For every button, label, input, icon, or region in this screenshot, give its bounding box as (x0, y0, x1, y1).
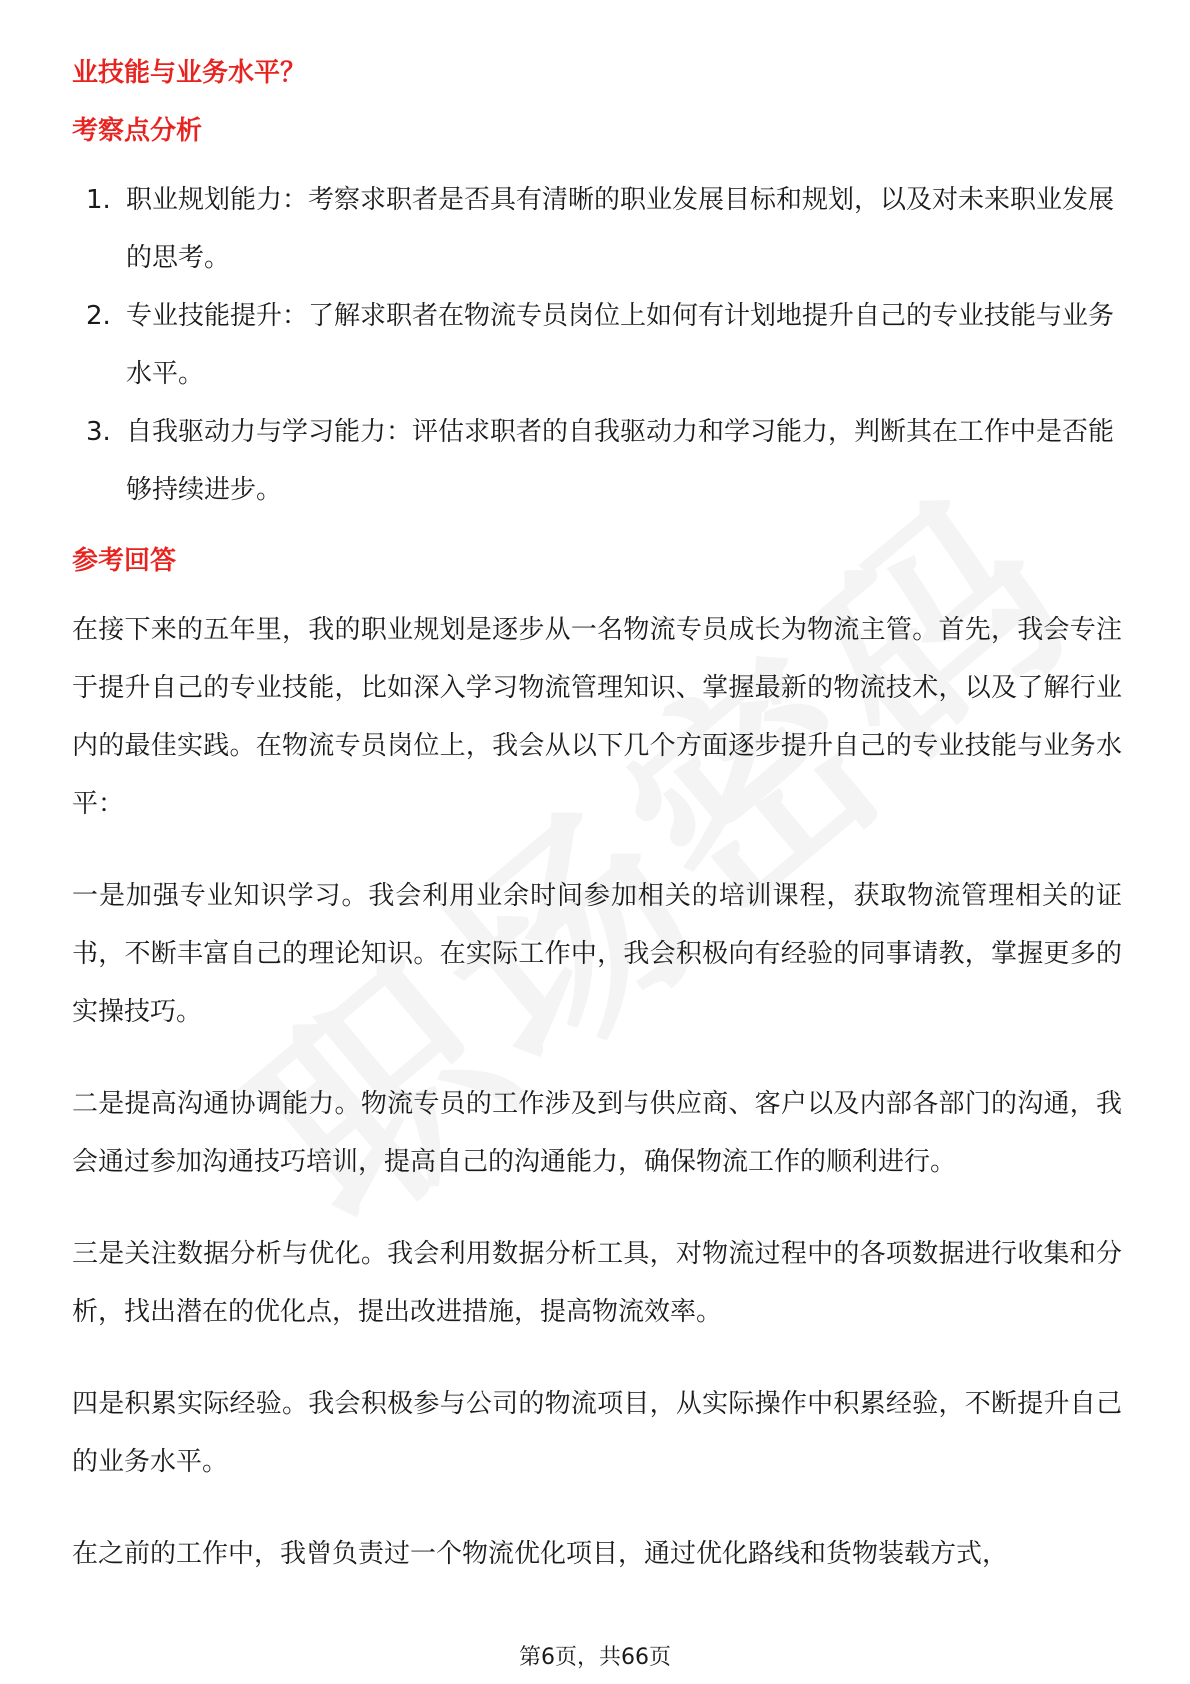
page-number: 第6页，共66页 (519, 1645, 671, 1670)
answer-paragraph: 四是积累实际经验。我会积极参与公司的物流项目，从实际操作中积累经验，不断提升自己的业务水平。 (72, 1389, 1122, 1477)
document-body (72, 55, 1122, 1617)
list-item-text: 自我驱动力与学习能力：评估求职者的自我驱动力和学习能力，判断其在工作中是否能够持续进步。 (126, 417, 1115, 505)
answer-paragraph: 二是提高沟通协调能力。物流专员的工作涉及到与供应商、客户以及内部各部门的沟通，我会通过参加沟通技巧培训，提高自己的沟通能力，确保物流工作的顺利进行。 (72, 1089, 1122, 1177)
list-item-number: 3. (86, 417, 111, 447)
analysis-heading: 考察点分析 (72, 116, 203, 146)
list-item-number: 1. (86, 185, 111, 215)
answer-paragraph: 三是关注数据分析与优化。我会利用数据分析工具，对物流过程中的各项数据进行收集和分析，找出潜在的优化点，提出改进措施，提高物流效率。 (72, 1239, 1122, 1327)
question-tail-heading: 业技能与业务水平？ (72, 58, 307, 88)
answer-heading: 参考回答 (72, 546, 177, 576)
list-item (72, 287, 1122, 403)
list-item-text: 专业技能提升：了解求职者在物流专员岗位上如何有计划地提升自己的专业技能与业务水平。 (126, 301, 1115, 389)
list-item-number: 2. (86, 301, 111, 331)
list-item-text: 职业规划能力：考察求职者是否具有清晰的职业发展目标和规划，以及对未来职业发展的思考。 (126, 185, 1115, 273)
answer-paragraph: 在之前的工作中，我曾负责过一个物流优化项目，通过优化路线和货物装载方式， (72, 1539, 1009, 1569)
answer-paragraph: 在接下来的五年里，我的职业规划是逐步从一名物流专员成长为物流主管。首先，我会专注于提升自己的专业技能，比如深入学习物流管理知识、掌握最新的物流技术，以及了解行业内的最佳实践。在物流专员岗位上，我会从以下几个方面逐步提升自己的专业技能与业务水平： (72, 615, 1122, 819)
list-item (72, 403, 1122, 519)
answer-paragraph: 一是加强专业知识学习。我会利用业余时间参加相关的培训课程，获取物流管理相关的证书，不断丰富自己的理论知识。在实际工作中，我会积极向有经验的同事请教，掌握更多的实操技巧。 (72, 881, 1122, 1027)
analysis-list (72, 171, 1122, 519)
list-item (72, 171, 1122, 287)
